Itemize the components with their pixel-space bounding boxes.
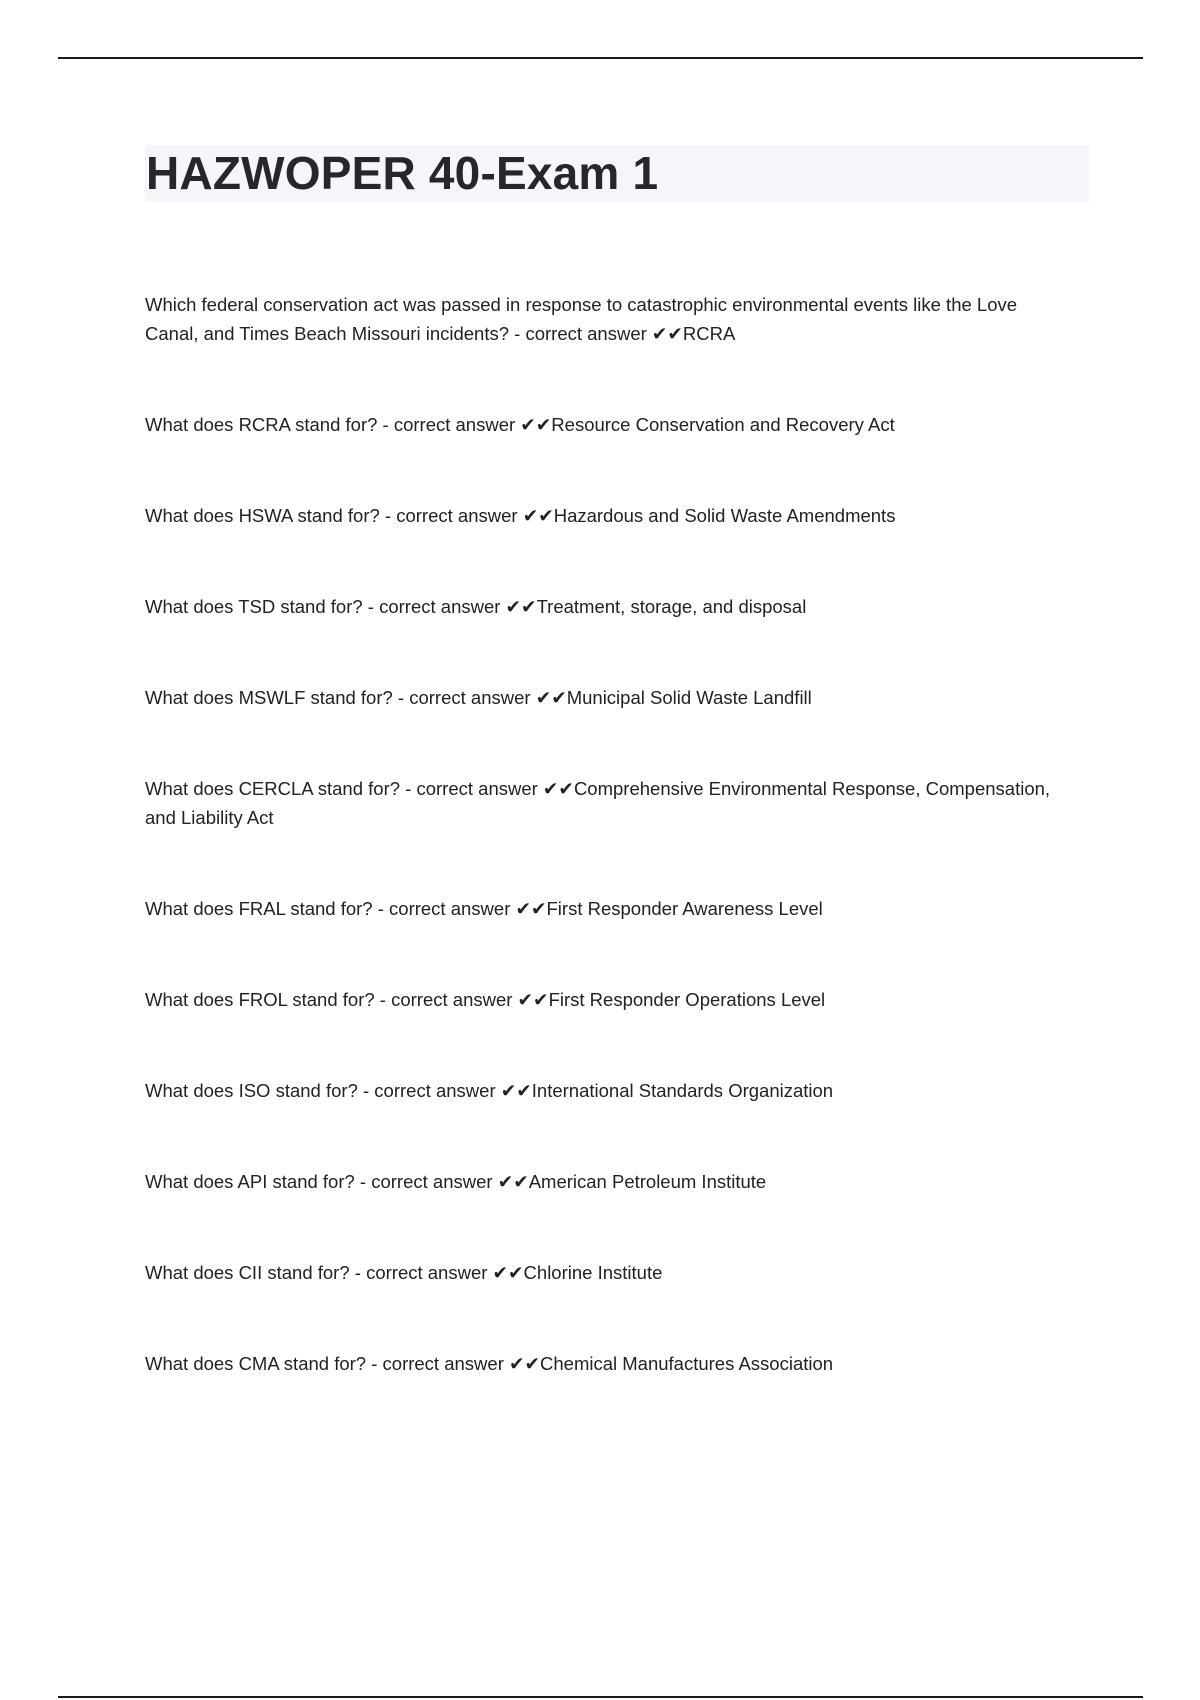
- qa-item: [145, 592, 1075, 621]
- answer-separator: - correct answer ✔✔: [509, 323, 683, 344]
- qa-item: [145, 501, 1075, 530]
- answer-text: International Standards Organization: [531, 1080, 834, 1101]
- question-text: Which federal conservation act was passed in response to catastrophic environmental events like the Love Canal, and Times Beach Missouri incidents?: [145, 294, 1018, 344]
- question-text: What does CERCLA stand for?: [145, 778, 401, 799]
- answer-text: Municipal Solid Waste Landfill: [566, 687, 812, 708]
- qa-item: [145, 290, 1075, 348]
- answer-separator: - correct answer ✔✔: [357, 1080, 532, 1101]
- answer-text: First Responder Awareness Level: [546, 898, 823, 919]
- question-text: What does API stand for?: [145, 1171, 355, 1192]
- qa-item: [145, 1258, 1075, 1287]
- top-rule: [58, 57, 1143, 59]
- answer-separator: - correct answer ✔✔: [377, 414, 552, 435]
- question-text: What does FRAL stand for?: [145, 898, 373, 919]
- question-text: What does MSWLF stand for?: [145, 687, 393, 708]
- question-text: What does HSWA stand for?: [145, 505, 380, 526]
- qa-item: [145, 1349, 1075, 1378]
- qa-item: [145, 1167, 1075, 1196]
- answer-separator: - correct answer ✔✔: [349, 1262, 524, 1283]
- question-text: What does TSD stand for?: [145, 596, 363, 617]
- qa-item: [145, 1076, 1075, 1105]
- bottom-rule: [58, 1696, 1143, 1698]
- answer-text: RCRA: [682, 323, 736, 344]
- answer-text: Comprehensive Environmental Response, Compensation, and Liability Act: [145, 778, 1051, 828]
- question-text: What does CMA stand for?: [145, 1353, 367, 1374]
- answer-text: Resource Conservation and Recovery Act: [551, 414, 895, 435]
- page-title: HAZWOPER 40-Exam 1: [146, 147, 659, 199]
- answer-separator: - correct answer ✔✔: [366, 1353, 540, 1374]
- answer-separator: - correct answer ✔✔: [392, 687, 567, 708]
- question-text: What does RCRA stand for?: [145, 414, 378, 435]
- qa-item: [145, 410, 1075, 439]
- question-text: What does FROL stand for?: [145, 989, 375, 1010]
- answer-text: Hazardous and Solid Waste Amendments: [553, 505, 896, 526]
- qa-item: [145, 774, 1075, 832]
- qa-list: [145, 290, 1075, 1440]
- answer-text: Chemical Manufactures Association: [540, 1353, 834, 1374]
- answer-separator: - correct answer ✔✔: [354, 1171, 529, 1192]
- answer-separator: - correct answer ✔✔: [374, 989, 549, 1010]
- qa-item: [145, 985, 1075, 1014]
- question-text: What does ISO stand for?: [145, 1080, 358, 1101]
- answer-separator: - correct answer ✔✔: [400, 778, 574, 799]
- answer-text: American Petroleum Institute: [528, 1171, 767, 1192]
- answer-separator: - correct answer ✔✔: [379, 505, 554, 526]
- answer-text: Chlorine Institute: [523, 1262, 663, 1283]
- answer-text: First Responder Operations Level: [548, 989, 826, 1010]
- answer-separator: - correct answer ✔✔: [362, 596, 537, 617]
- answer-text: Treatment, storage, and disposal: [536, 596, 807, 617]
- question-text: What does CII stand for?: [145, 1262, 350, 1283]
- qa-item: [145, 894, 1075, 923]
- answer-separator: - correct answer ✔✔: [372, 898, 547, 919]
- qa-item: [145, 683, 1075, 712]
